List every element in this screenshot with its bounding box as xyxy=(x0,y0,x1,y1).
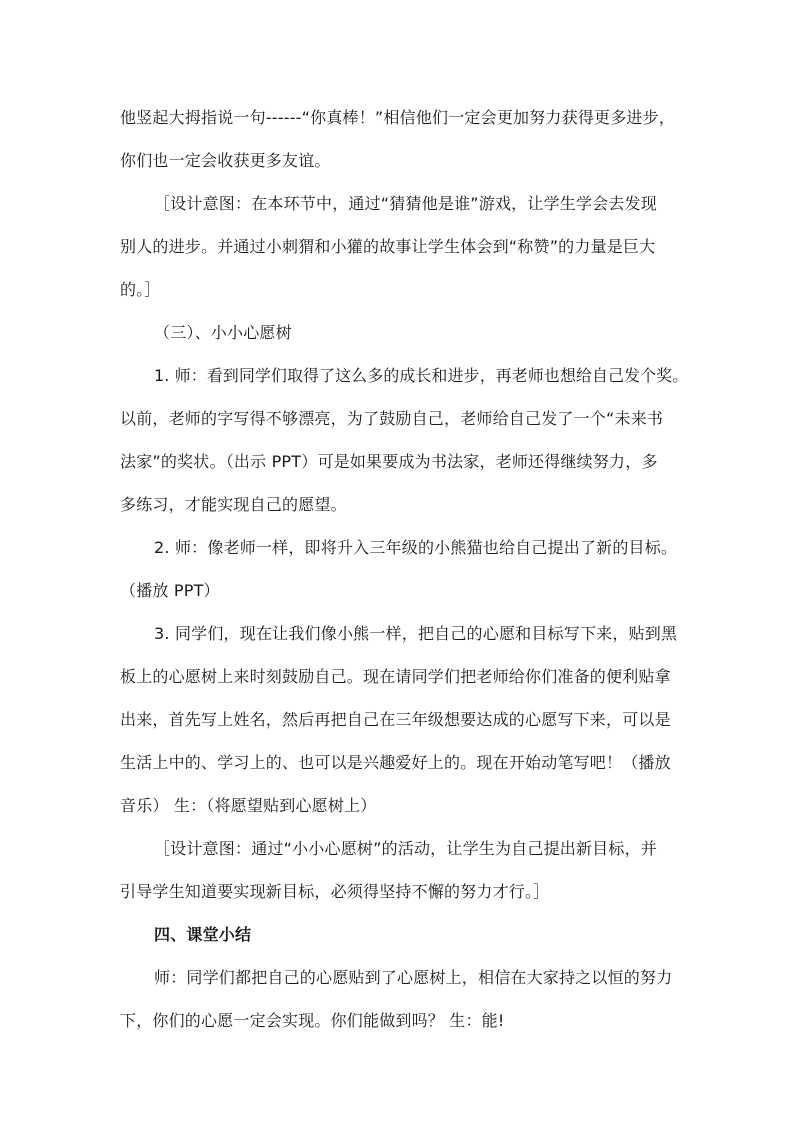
paragraph-line: 3. 同学们，现在让我们像小熊一样，把自己的心愿和目标写下来，贴到黑 xyxy=(154,624,678,643)
design-intent-line: 别人的进步。并通过小刺猬和小獾的故事让学生体会到“称赞”的力量是巨大 xyxy=(120,237,656,256)
design-intent-line: ［设计意图：在本环节中，通过“猜猜他是谁”游戏，让学生学会去发现 xyxy=(154,194,657,213)
paragraph-line: 2. 师：像老师一样，即将升入三年级的小熊猫也给自己提出了新的目标。 xyxy=(154,538,678,557)
paragraph-line: 板上的心愿树上来时刻鼓励自己。现在请同学们把老师给你们准备的便利贴拿 xyxy=(120,667,671,686)
section-heading: 四、课堂小结 xyxy=(154,925,252,944)
paragraph-line: 下，你们的心愿一定会实现。你们能做到吗？ 生：能! xyxy=(120,1011,505,1030)
paragraph-line: 1. 师：看到同学们取得了这么多的成长和进步，再老师也想给自己发个奖。 xyxy=(154,366,689,385)
design-intent-line: 的。］ xyxy=(120,280,161,299)
paragraph-line: 多练习，才能实现自己的愿望。 xyxy=(120,495,347,514)
paragraph-line: 你们也一定会收获更多友谊。 xyxy=(120,151,331,170)
paragraph-line: 生活上中的、学习上的、也可以是兴趣爱好上的。现在开始动笔写吧！（播放 xyxy=(120,753,671,772)
section-heading: （三）、小小心愿树 xyxy=(154,323,292,342)
paragraph-line: （播放 PPT） xyxy=(120,581,220,600)
paragraph-line: 他竖起大拇指说一句------“你真棒！”相信他们一定会更加努力获得更多进步， xyxy=(120,108,676,127)
paragraph-line: 以前，老师的字写得不够漂亮，为了鼓励自己，老师给自己发了一个“未来书 xyxy=(120,409,664,428)
design-intent-line: ［设计意图：通过“小小心愿树”的活动，让学生为自己提出新目标，并 xyxy=(154,839,657,858)
paragraph-line: 音乐） 生：（将愿望贴到心愿树上） xyxy=(120,796,377,815)
paragraph-line: 师：同学们都把自己的心愿贴到了心愿树上，相信在大家持之以恒的努力 xyxy=(154,968,673,987)
design-intent-line: 引导学生知道要实现新目标，必须得坚持不懈的努力才行。］ xyxy=(120,882,550,901)
paragraph-line: 法家”的奖状。（出示 PPT）可是如果要成为书法家，老师还得继续努力，多 xyxy=(120,452,658,471)
paragraph-line: 出来，首先写上姓名，然后再把自己在三年级想要达成的心愿写下来，可以是 xyxy=(120,710,671,729)
